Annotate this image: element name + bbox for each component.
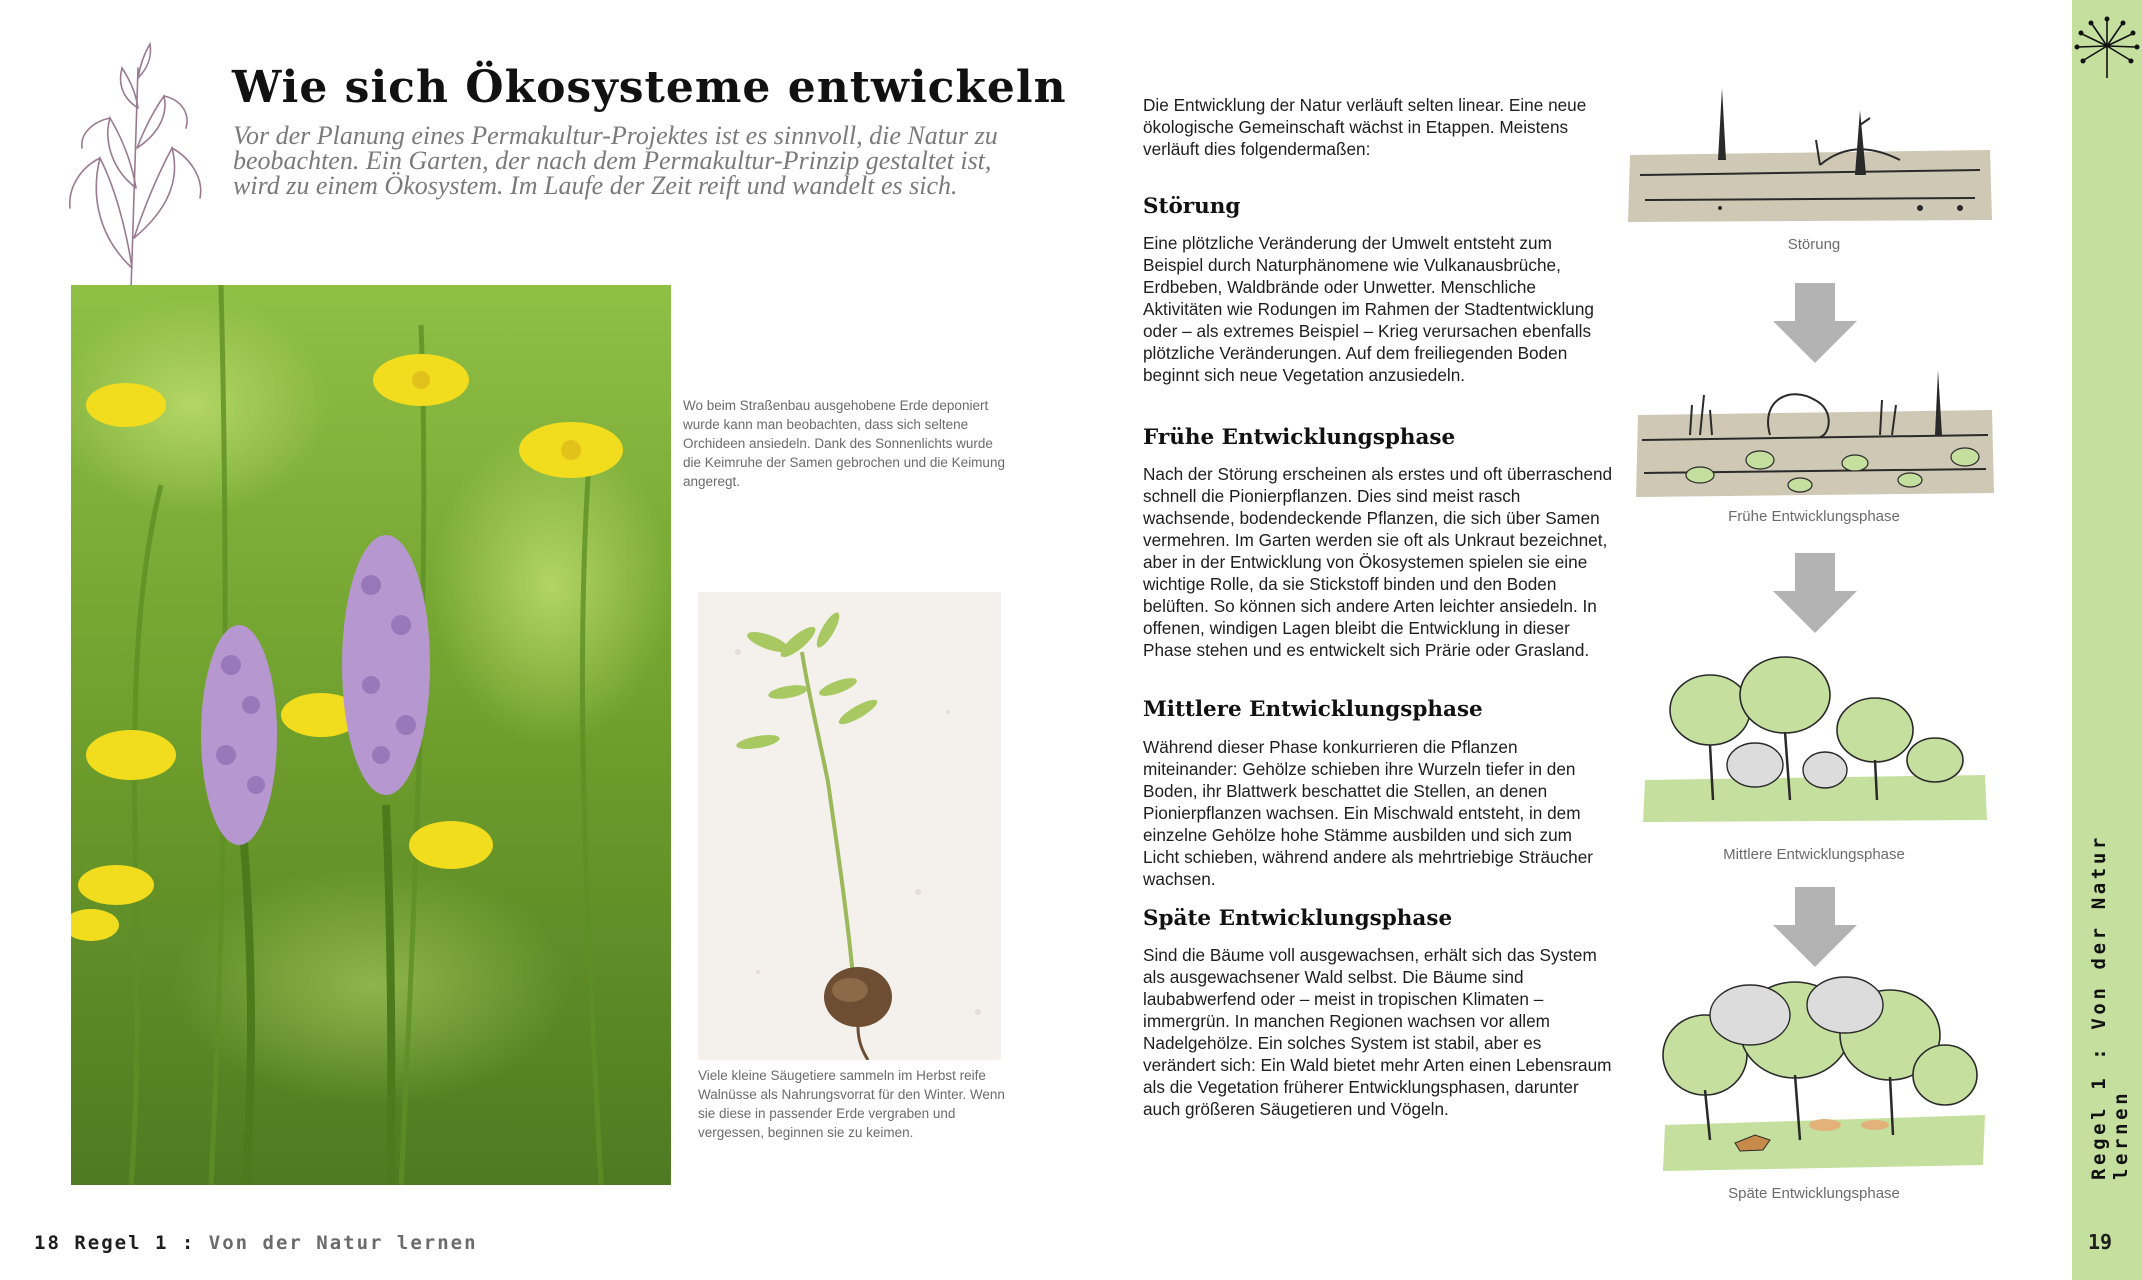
section-heading-1: Störung (1143, 194, 1241, 219)
footer-rule: Regel 1 : (74, 1232, 196, 1254)
chapter-side-tab: Regel 1 : Von der Natur lernen (2088, 834, 2132, 1180)
page-number-left: 18 (34, 1232, 61, 1254)
footer-left (34, 1232, 478, 1254)
diagram-label-3: Mittlere Entwicklungsphase (1723, 846, 1905, 863)
caption-orchid: Wo beim Straßenbau ausgehobene Erde deponiert wurde kann man beobachten, dass sich seltene Orchideen ansiedeln. Dank des Sonnenlichts wurde die Keimruhe der Samen gebrochen und die Keimung angeregt. (683, 398, 1005, 489)
section-text-3: Während dieser Phase konkurrieren die Pflanzen miteinander: Gehölze schieben ihre Wurzeln tiefer in den Boden, ihr Blattwerk beschattet die Stellen, an denen Pionierpflanzen wachsen. Ein Mischwald entsteht, in dem einzelne Gehölze hohe Stämme ausbilden und sich zum Licht schieben, während andere als mehrtriebige Sträucher wachsen. (1143, 737, 1593, 889)
middle-phase-sketch (1635, 650, 1995, 830)
down-arrow-icon (1773, 553, 1857, 633)
orchid-meadow-photo (71, 285, 671, 1185)
section-text-2: Nach der Störung erscheinen als erstes und oft überraschend schnell die Pionierpflanzen. Dies sind meist rasch wachsende, bodendeckende Pflanzen, die sich über Samen vermehren. Im Garten werden sie oft als Unkraut bezeichnet, aber in der Entwicklung von Ökosystemen spielen sie eine wichtige Rolle, da sie Stickstoff binden und den Boden belüften. So können sich andere Arten leichter ansiedeln. In offenen, windigen Lagen bleibt die Entwicklung in dieser Phase stehen und es entwickelt sich Prärie oder Grasland. (1143, 464, 1613, 660)
footer-subtitle: Von der Natur lernen (208, 1232, 478, 1254)
section-heading-2: Frühe Entwicklungsphase (1143, 425, 1456, 450)
diagram-label-4: Späte Entwicklungsphase (1728, 1185, 1900, 1202)
page-title: Wie sich Ökosysteme entwickeln (232, 62, 1067, 113)
caption-walnut: Viele kleine Säugetiere sammeln im Herbst reife Walnüsse als Nahrungsvorrat für den Winter. Wenn sie diese in passender Erde vergraben und vergessen, beginnen sie zu keimen. (698, 1068, 1005, 1140)
early-phase-sketch (1630, 365, 2000, 505)
disturbance-sketch (1620, 80, 2000, 230)
section-text-1: Eine plötzliche Veränderung der Umwelt entsteht zum Beispiel durch Naturphänomene wie Vulkanausbrüche, Erdbeben, Waldbrände oder Unwetter. Menschliche Aktivitäten wie Rodungen im Rahmen der Stadtentwicklung oder – als extremes Beispiel – Krieg verursachen ebenfalls plötzliche Veränderungen. Auf dem freiliegenden Boden beginnt sich neue Vegetation anzusiedeln. (1143, 233, 1594, 385)
down-arrow-icon (1773, 283, 1857, 363)
diagram-label-2: Frühe Entwicklungsphase (1728, 508, 1900, 525)
right-intro: Die Entwicklung der Natur verläuft selten linear. Eine neue ökologische Gemeinschaft wächst in Etappen. Meistens verläuft dies folgendermaßen: (1143, 95, 1587, 159)
page-number-right: 19 (2088, 1230, 2113, 1254)
diagram-label-1: Störung (1787, 236, 1841, 253)
section-heading-3: Mittlere Entwicklungsphase (1143, 697, 1483, 722)
walnut-seedling-photo (698, 592, 1001, 1060)
late-phase-sketch (1645, 975, 1995, 1175)
orchid-sketch-icon (60, 38, 210, 324)
down-arrow-icon (1773, 887, 1857, 967)
section-text-4: Sind die Bäume voll ausgewachsen, erhält sich das System als ausgewachsener Wald selbst. Die Bäume sind laubabwerfend oder – meist in tropischen Klimaten – immergrün. In manchen Regionen wachsen vor allem Nadelgehölze. Ein solches System ist stabil, aber es verändert sich: Ein Wald bietet mehr Arten einen Lebensraum als die Vegetation früherer Entwicklungsphasen, darunter auch größeren Säugetieren und Vögeln. (1143, 945, 1612, 1119)
dandelion-icon (2074, 14, 2140, 78)
section-heading-4: Späte Entwicklungsphase (1143, 906, 1453, 931)
intro-text: Vor der Planung eines Permakultur-Projektes ist es sinnvoll, die Natur zu beobachten. Ein Garten, der nach dem Permakultur-Prinzip gestaltet ist, wird zu einem Ökosystem. Im Laufe der Zeit reift und wandelt es sich. (233, 121, 998, 200)
